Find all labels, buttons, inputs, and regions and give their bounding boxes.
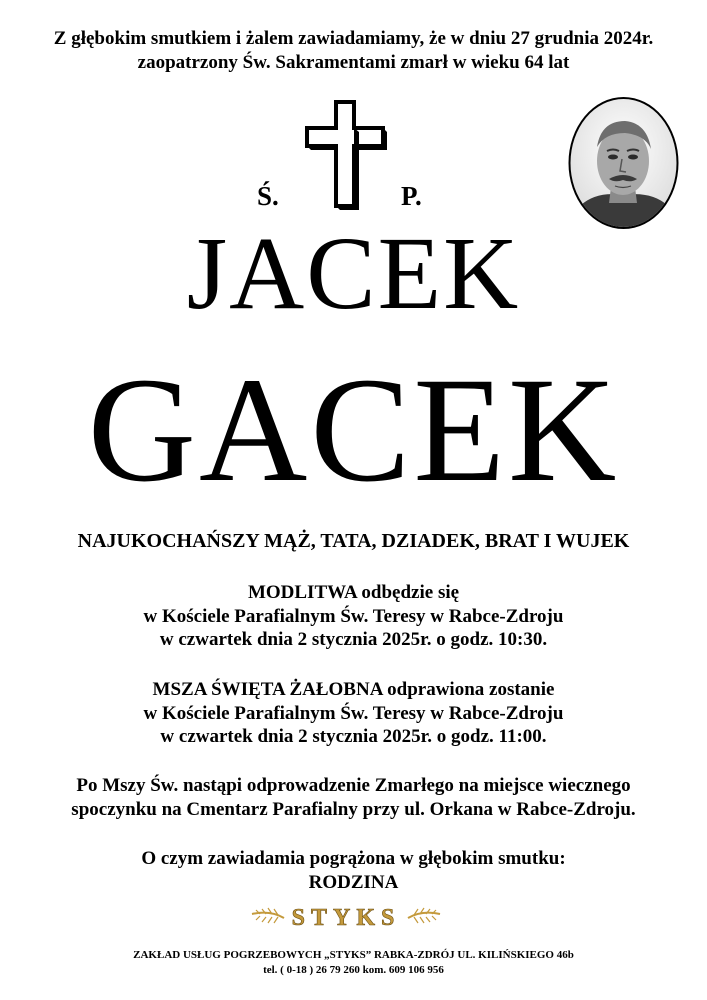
mass-block (0, 678, 707, 749)
honorific-right: P. (401, 181, 422, 211)
prayer-line-1: MODLITWA odbędzie się (247, 582, 460, 603)
prayer-line-2: w Kościele Parafialnym Św. Teresy w Rabce-Zdroju (143, 605, 564, 627)
styks-logo (248, 902, 444, 932)
mass-line-2: w Kościele Parafialnym Św. Teresy w Rabce-Zdroju (143, 702, 564, 724)
footer-address: ZAKŁAD USŁUG POGRZEBOWYCH „STYKS” RABKA-ZDRÓJ UL. KILIŃSKIEGO 46b (133, 949, 574, 961)
intro-line-2: zaopatrzony Św. Sakramentami zmarł w wieku 64 lat (137, 52, 570, 73)
cross-icon (301, 98, 389, 211)
burial-line-2: spoczynku na Cmentarz Parafialny przy ul. Orkana w Rabce-Zdroju. (71, 798, 636, 820)
portrait-photo (567, 95, 680, 231)
mass-line-1: MSZA ŚWIĘTA ŻAŁOBNA odprawiona zostanie (152, 679, 555, 700)
closing-line-1: O czym zawiadamia pogrążona w głębokim smutku: (141, 848, 566, 869)
intro-line-1: Z głębokim smutkiem i żalem zawiadamiamy, że w dniu 27 grudnia 2024r. (53, 28, 654, 49)
relations-line: NAJUKOCHAŃSZY MĄŻ, TATA, DZIADEK, BRAT I WUJEK (77, 530, 630, 552)
footer (0, 948, 707, 978)
closing-block (0, 847, 707, 894)
burial-line-1: Po Mszy Św. nastąpi odprowadzenie Zmarłego na miejsce wiecznego (76, 775, 631, 796)
footer-phone: tel. ( 0-18 ) 26 79 260 kom. 609 106 956 (263, 964, 444, 976)
honorific-left: Ś. (257, 181, 279, 211)
deceased-last-name: GACEK (87, 347, 620, 513)
prayer-line-3: w czwartek dnia 2 stycznia 2025r. o godz. 10:30. (159, 629, 548, 650)
deceased-first-name: JACEK (186, 216, 521, 331)
intro-text (0, 27, 707, 75)
styks-logo-text: STYKS (291, 905, 401, 931)
mass-line-3: w czwartek dnia 2 stycznia 2025r. o godz. 11:00. (160, 726, 547, 747)
prayer-block (0, 581, 707, 652)
burial-block (0, 774, 707, 821)
closing-line-2: RODZINA (308, 871, 399, 893)
